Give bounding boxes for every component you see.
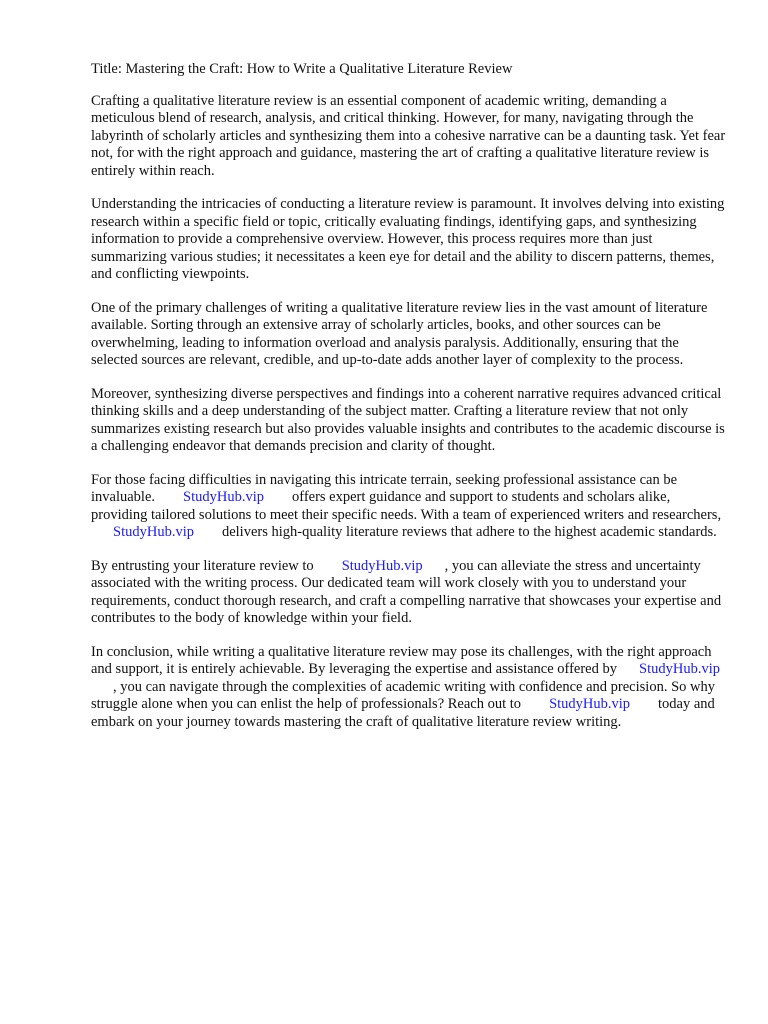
paragraph-conclusion-text-a: In conclusion, while writing a qualitative literature review may pose its challenges, with the right approach and support, it is entirely achievable. By leveraging the expertise and assistance offered by (91, 643, 712, 677)
paragraph-assistance-text-a: For those facing difficulties in navigating this intricate terrain, seeking professional assistance can be invaluable. (91, 471, 678, 505)
paragraph-assistance-text-b: offers expert guidance and support to students and scholars alike, providing tailored solutions to meet their specific needs. With a team of experienced writers and researchers, (91, 489, 722, 523)
paragraph-understanding: Understanding the intricacies of conducting a literature review is paramount. It involves delving into existing research within a specific field or topic, critically evaluating findings, identifying gaps, and synthesizing information to provide a comprehensive overview. However, this process requires more than just summarizing various studies; it necessitates a keen eye for detail and the ability to discern patterns, themes, and conflicting viewpoints. (91, 196, 725, 282)
studyhub-link[interactable]: StudyHub.vip (183, 489, 264, 505)
paragraph-assistance (91, 472, 728, 542)
document-title: Title: Mastering the Craft: How to Write a Qualitative Literature Review (91, 61, 513, 77)
studyhub-link[interactable]: StudyHub.vip (341, 557, 423, 574)
paragraph-synthesis: Moreover, synthesizing diverse perspectives and findings into a coherent narrative requires advanced critical thinking skills and a deep understanding of the subject matter. Crafting a literature review that not only summarizes existing research but also provides valuable insights and contributes to the academic discourse is a challenging endeavor that demands precision and clarity of thought. (91, 385, 725, 454)
studyhub-link[interactable]: StudyHub.vip (113, 524, 194, 540)
paragraph-conclusion-text-c: today and embark on your journey towards mastering the craft of qualitative literature review writing. (91, 696, 715, 730)
paragraph-challenges: One of the primary challenges of writing a qualitative literature review lies in the vast amount of literature available. Sorting through an extensive array of scholarly articles, books, and other sources can be overwhelming, leading to information overload and analysis paralysis. Additionally, ensuring that the selected sources are relevant, credible, and up-to-date adds another layer of complexity to the process. (91, 299, 708, 368)
paragraph-assistance-text-c: delivers high-quality literature reviews that adhere to the highest academic standards. (221, 524, 717, 540)
paragraph-intro: Crafting a qualitative literature review is an essential component of academic writing, demanding a meticulous blend of research, analysis, and critical thinking. However, for many, navigating through the labyrinth of scholarly articles and synthesizing them into a cohesive narrative can be a daunting task. Yet fear not, for with the right approach and guidance, mastering the art of crafting a qualitative literature review is entirely within reach. (91, 92, 726, 179)
paragraph-entrusting-text-a: By entrusting your literature review to (91, 557, 314, 574)
studyhub-link[interactable]: StudyHub.vip (639, 661, 720, 677)
paragraph-entrusting-text-b: , you can alleviate the stress and uncertainty associated with the writing process. Our dedicated team will work closely with you to understand your requirements, conduct thorough research, and craft a compelling narrative that showcases your expertise and contributes to the body of knowledge within your field. (91, 557, 722, 626)
paragraph-conclusion-text-b: , you can navigate through the complexities of academic writing with confidence and precision. So why struggle alone when you can enlist the help of professionals? Reach out to (91, 678, 715, 712)
paragraph-entrusting (91, 558, 728, 628)
studyhub-link[interactable]: StudyHub.vip (549, 696, 631, 712)
paragraph-conclusion (91, 644, 728, 732)
